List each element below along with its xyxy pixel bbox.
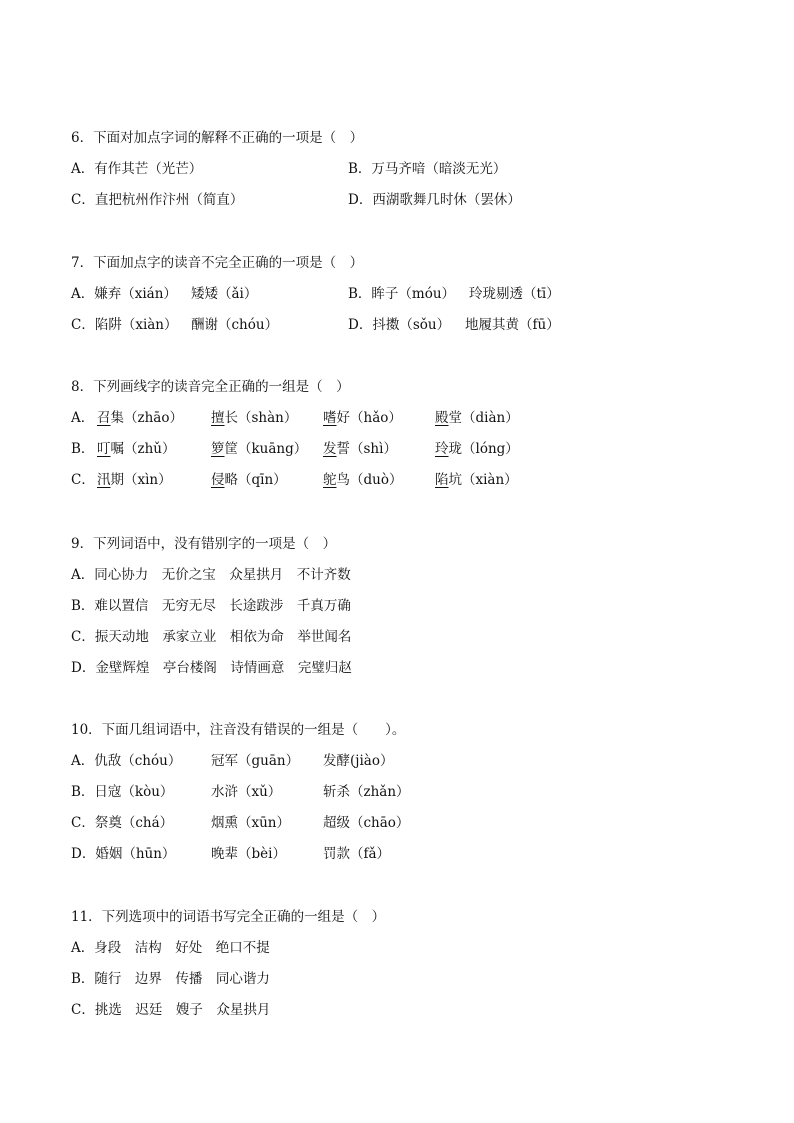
option-row-d: D．婚姻（hūn） 晚辈（bèi） 罚款（fǎ）	[71, 846, 391, 862]
underlined-char: 擅	[211, 410, 225, 426]
option-d-word2: 地履其黄（fū）	[465, 317, 560, 333]
question-8	[71, 372, 731, 496]
question-10	[71, 715, 731, 870]
option-letter: B．	[71, 441, 95, 457]
question-stem: 7．下面加点字的读音不完全正确的一项是（ ）	[71, 255, 364, 271]
question-stem: 8．下列画线字的读音完全正确的一组是（ ）	[71, 379, 350, 395]
option-b: B．难以置信 无穷无尽 长途跋涉 千真万确	[71, 598, 351, 614]
option-row-a: A． 召集（zhāo） 擅长（shàn） 嗜好（hǎo） 殿堂（diàn）	[71, 403, 731, 434]
option-b-word1: B．眸子（móu）	[348, 286, 456, 302]
underlined-char: 陷	[435, 472, 449, 488]
option-c: C．振天动地 承家立业 相依为命 举世闻名	[71, 629, 352, 645]
option-row-c: C．祭奠（chá） 烟熏（xūn） 超级（chāo）	[71, 815, 410, 831]
option-d-word1: D．抖擞（sǒu）	[348, 317, 451, 333]
question-stem: 6．下面对加点字词的解释不正确的一项是（ ）	[71, 130, 364, 146]
option-letter: C．	[71, 472, 95, 488]
option-row-b: B．日寇（kòu） 水浒（xǔ） 斩杀（zhǎn）	[71, 784, 410, 800]
question-11	[71, 902, 731, 1026]
option-c-word2: 酬谢（chóu）	[191, 317, 279, 333]
underlined-char: 侵	[211, 472, 225, 488]
underlined-char: 嗜	[323, 410, 337, 426]
question-6	[71, 123, 731, 216]
option-a-word1: A．嫌弃（xián）	[71, 286, 177, 302]
option-row-b: B． 叮嘱（zhǔ） 箩筐（kuāng） 发誓（shì） 玲珑（lóng）	[71, 434, 731, 465]
option-a: A．有作其芒（光芒）	[71, 161, 203, 177]
underlined-char: 玲	[435, 441, 449, 457]
option-c: C．挑选 迟廷 嫂子 众星拱月	[71, 1002, 271, 1018]
underlined-char: 汛	[97, 472, 111, 488]
question-stem: 11．下列选项中的词语书写完全正确的一组是（ ）	[71, 909, 386, 925]
option-c: C．直把杭州作汴州（简直）	[71, 192, 244, 208]
underlined-char: 殿	[435, 410, 449, 426]
option-a: A．同心协力 无价之宝 众星拱月 不计齐数	[71, 567, 351, 583]
question-stem: 10．下面几组词语中，注音没有错误的一组是（ ）。	[71, 722, 406, 738]
underlined-char: 发	[323, 441, 337, 457]
option-a: A．身段 洁构 好处 绝口不提	[71, 940, 270, 956]
option-letter: A．	[71, 410, 95, 426]
option-b-word2: 玲珑剔透（tī）	[469, 286, 560, 302]
option-a-word2: 矮矮（ǎi）	[191, 286, 258, 302]
option-row-a: A．仇敌（chóu） 冠军（guān） 发酵(jiào）	[71, 753, 394, 769]
option-row-c: C． 汛期（xìn） 侵略（qīn） 鸵鸟（duò） 陷坑（xiàn）	[71, 465, 731, 496]
option-d: D．西湖歌舞几时休（罢休）	[348, 192, 521, 208]
question-9	[71, 529, 731, 684]
option-c-word1: C．陷阱（xiàn）	[71, 317, 178, 333]
option-b: B．随行 边界 传播 同心谐力	[71, 971, 270, 987]
underlined-char: 召	[97, 410, 111, 426]
option-d: D．金壁辉煌 亭台楼阁 诗情画意 完璧归赵	[71, 660, 352, 676]
underlined-char: 箩	[211, 441, 225, 457]
question-7	[71, 248, 731, 341]
underlined-char: 叮	[97, 441, 111, 457]
option-b: B．万马齐喑（暗淡无光）	[348, 161, 507, 177]
question-stem: 9．下列词语中，没有错别字的一项是（ ）	[71, 536, 337, 552]
underlined-char: 鸵	[323, 472, 337, 488]
